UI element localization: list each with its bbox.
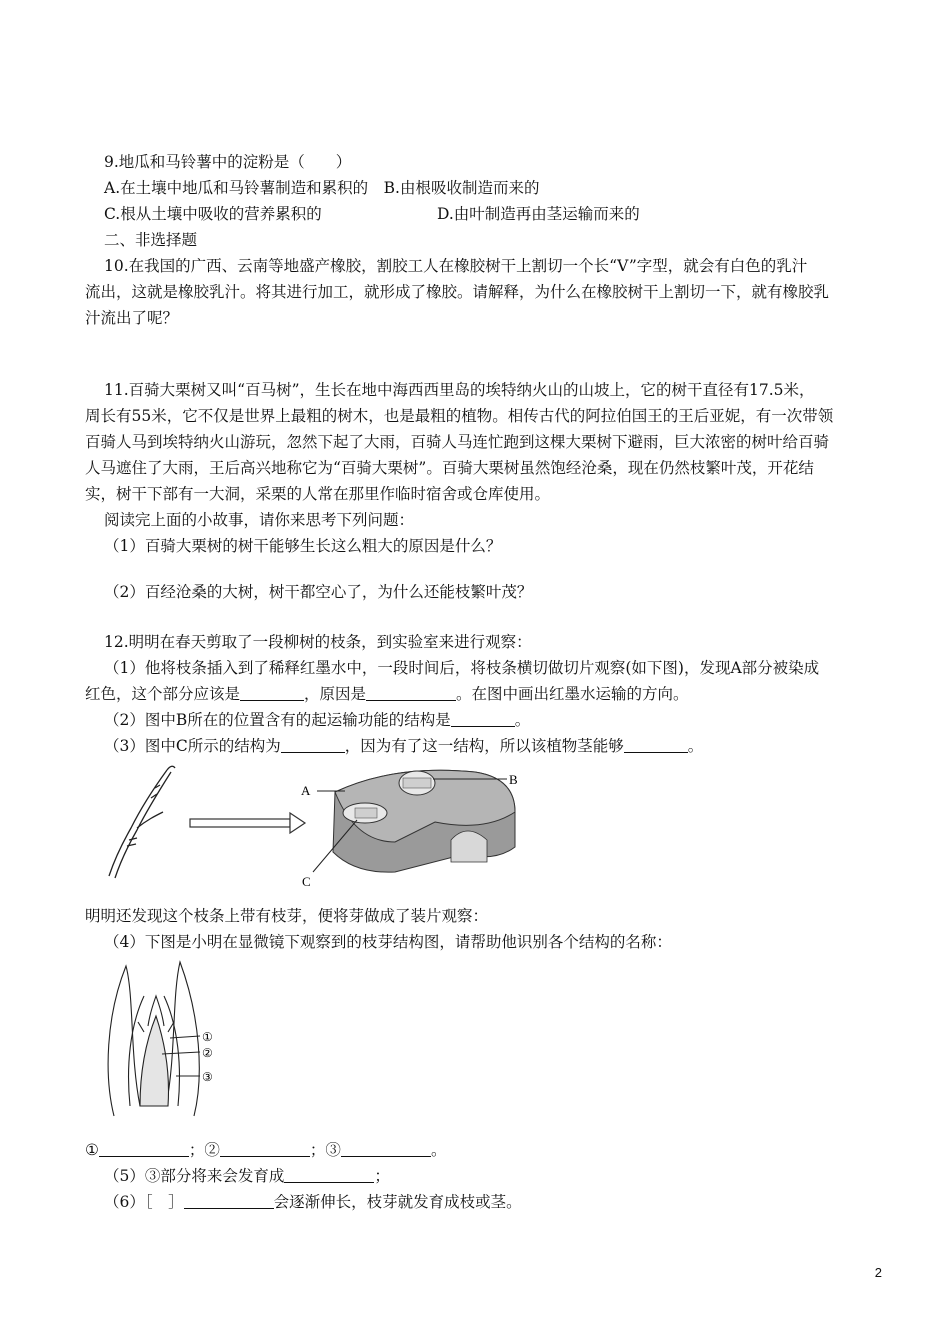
q12-sub5	[104, 1166, 390, 1186]
label-b: B	[509, 772, 518, 787]
bud-structure-figure	[100, 956, 250, 1128]
q12-sub6-text: 会逐渐伸长，枝芽就发育成枝或茎。	[273, 1193, 522, 1211]
q11-intro: 阅读完上面的小故事，请你来思考下列问题：	[104, 511, 415, 529]
stem-cross-section-illustration	[333, 770, 515, 872]
section-heading: 二、非选择题	[104, 231, 198, 249]
answer-blank[interactable]	[240, 684, 304, 701]
q12-sub4: （4）下图是小明在显微镜下观察到的枝芽结构图，请帮助他识别各个结构的名称：	[104, 933, 672, 951]
right-arrow-icon	[190, 813, 305, 833]
q12-sub1-text-c: 。在图中画出红墨水运输的方向。	[456, 685, 689, 703]
answer-label-1: ①	[85, 1141, 99, 1159]
label-3: ③	[202, 1070, 213, 1084]
q11-line3: 百骑人马到埃特纳火山游玩，忽然下起了大雨，百骑人马连忙跑到这棵大栗树下避雨，巨大浓密的树叶给百骑	[85, 433, 830, 451]
q12-sub1-line1: （1）他将枝条插入到了稀释红墨水中，一段时间后，将枝条横切做切片观察(如下图)，发现A部分被染成	[104, 659, 820, 677]
label-2-leader	[162, 1052, 200, 1054]
answer-label-2: ；②	[188, 1141, 220, 1159]
q11-line5: 实，树干下部有一大洞，采栗的人常在那里作临时宿舍或仓库使用。	[85, 485, 551, 503]
q12-sub3-end: 。	[687, 737, 704, 755]
q12-sub6-bracket: （6）［ ］	[104, 1193, 184, 1211]
answer-blank[interactable]	[624, 736, 688, 753]
q9-stem: 9.地瓜和马铃薯中的淀粉是（ ）	[104, 153, 352, 171]
label-2: ②	[202, 1046, 213, 1060]
q12-sub1-line2	[85, 684, 689, 704]
q12-sub3-text-a: （3）图中C所示的结构为	[104, 737, 281, 755]
q10-line2: 流出，这就是橡胶乳汁。将其进行加工，就形成了橡胶。请解释，为什么在橡胶树干上割切一下，就有橡胶乳	[85, 283, 830, 301]
q11-line2: 周长有55米，它不仅是世界上最粗的树木，也是最粗的植物。相传古代的阿拉伯国王的王后亚妮，有一次带领	[85, 407, 834, 425]
label-a: A	[301, 783, 311, 798]
page-number: 2	[874, 1265, 882, 1280]
label-c: C	[302, 874, 311, 889]
q10-line1: 10.在我国的广西、云南等地盛产橡胶，割胶工人在橡胶树干上割切一个长“V”字型，就会有白色的乳汁	[104, 257, 808, 275]
answer-blank[interactable]	[220, 1140, 310, 1157]
q12-sub3-text-b: ，因为有了这一结构，所以该植物茎能够	[344, 737, 624, 755]
q12-sub2-text: （2）图中B所在的位置含有的起运输功能的结构是	[104, 711, 451, 729]
q10-line3: 汁流出了呢？	[85, 309, 179, 327]
willow-twig-illustration	[109, 766, 175, 878]
answer-end: 。	[430, 1141, 447, 1159]
q11-sub2: （2）百经沧桑的大树，树干都空心了，为什么还能枝繁叶茂？	[104, 583, 533, 601]
q9-option-c: C.根从土壤中吸收的营养累积的	[104, 205, 322, 223]
q12-sub1-text-b: ，原因是	[304, 685, 367, 703]
answer-blank[interactable]	[451, 710, 515, 727]
answer-blank[interactable]	[281, 736, 345, 753]
q12-sub2-end: 。	[514, 711, 531, 729]
label-1: ①	[202, 1030, 213, 1044]
answer-blank[interactable]	[99, 1140, 189, 1157]
q12-sub2	[104, 710, 530, 730]
answer-blank[interactable]	[341, 1140, 431, 1157]
answer-blank[interactable]	[284, 1166, 374, 1183]
q9-options-ab: A.在土壤中地瓜和马铃薯制造和累积的 B.由根吸收制造而来的	[104, 179, 540, 197]
q11-line4: 人马遮住了大雨，王后高兴地称它为“百骑大栗树”。百骑大栗树虽然饱经沧桑，现在仍然枝繁叶茂，开花结	[85, 459, 814, 477]
q11-line1: 11.百骑大栗树又叫“百马树”，生长在地中海西西里岛的埃特纳火山的山坡上，它的树干直径有17.5米，	[104, 381, 815, 399]
q11-sub1: （1）百骑大栗树的树干能够生长这么粗大的原因是什么？	[104, 537, 502, 555]
label-1-leader	[170, 1036, 200, 1038]
q12-sub3	[104, 736, 703, 756]
q12-bud-answers	[85, 1140, 446, 1160]
q12-sub5-end: ；	[374, 1167, 390, 1185]
answer-blank[interactable]	[366, 684, 456, 701]
q12-stem: 12.明明在春天剪取了一段柳树的枝条，到实验室来进行观察：	[104, 633, 532, 651]
stem-section-figure	[95, 762, 535, 892]
bud-illustration	[108, 962, 199, 1116]
q9-option-d: D.由叶制造再由茎运输而来的	[437, 205, 640, 223]
q12-sub1-text-a: 红色，这个部分应该是	[85, 685, 241, 703]
q12-sub5-text: （5）③部分将来会发育成	[104, 1167, 285, 1185]
q12-sub6	[104, 1192, 522, 1212]
answer-label-3: ；③	[309, 1141, 341, 1159]
q12-bud-intro: 明明还发现这个枝条上带有枝芽，便将芽做成了装片观察：	[85, 907, 489, 925]
answer-blank[interactable]	[184, 1192, 274, 1209]
